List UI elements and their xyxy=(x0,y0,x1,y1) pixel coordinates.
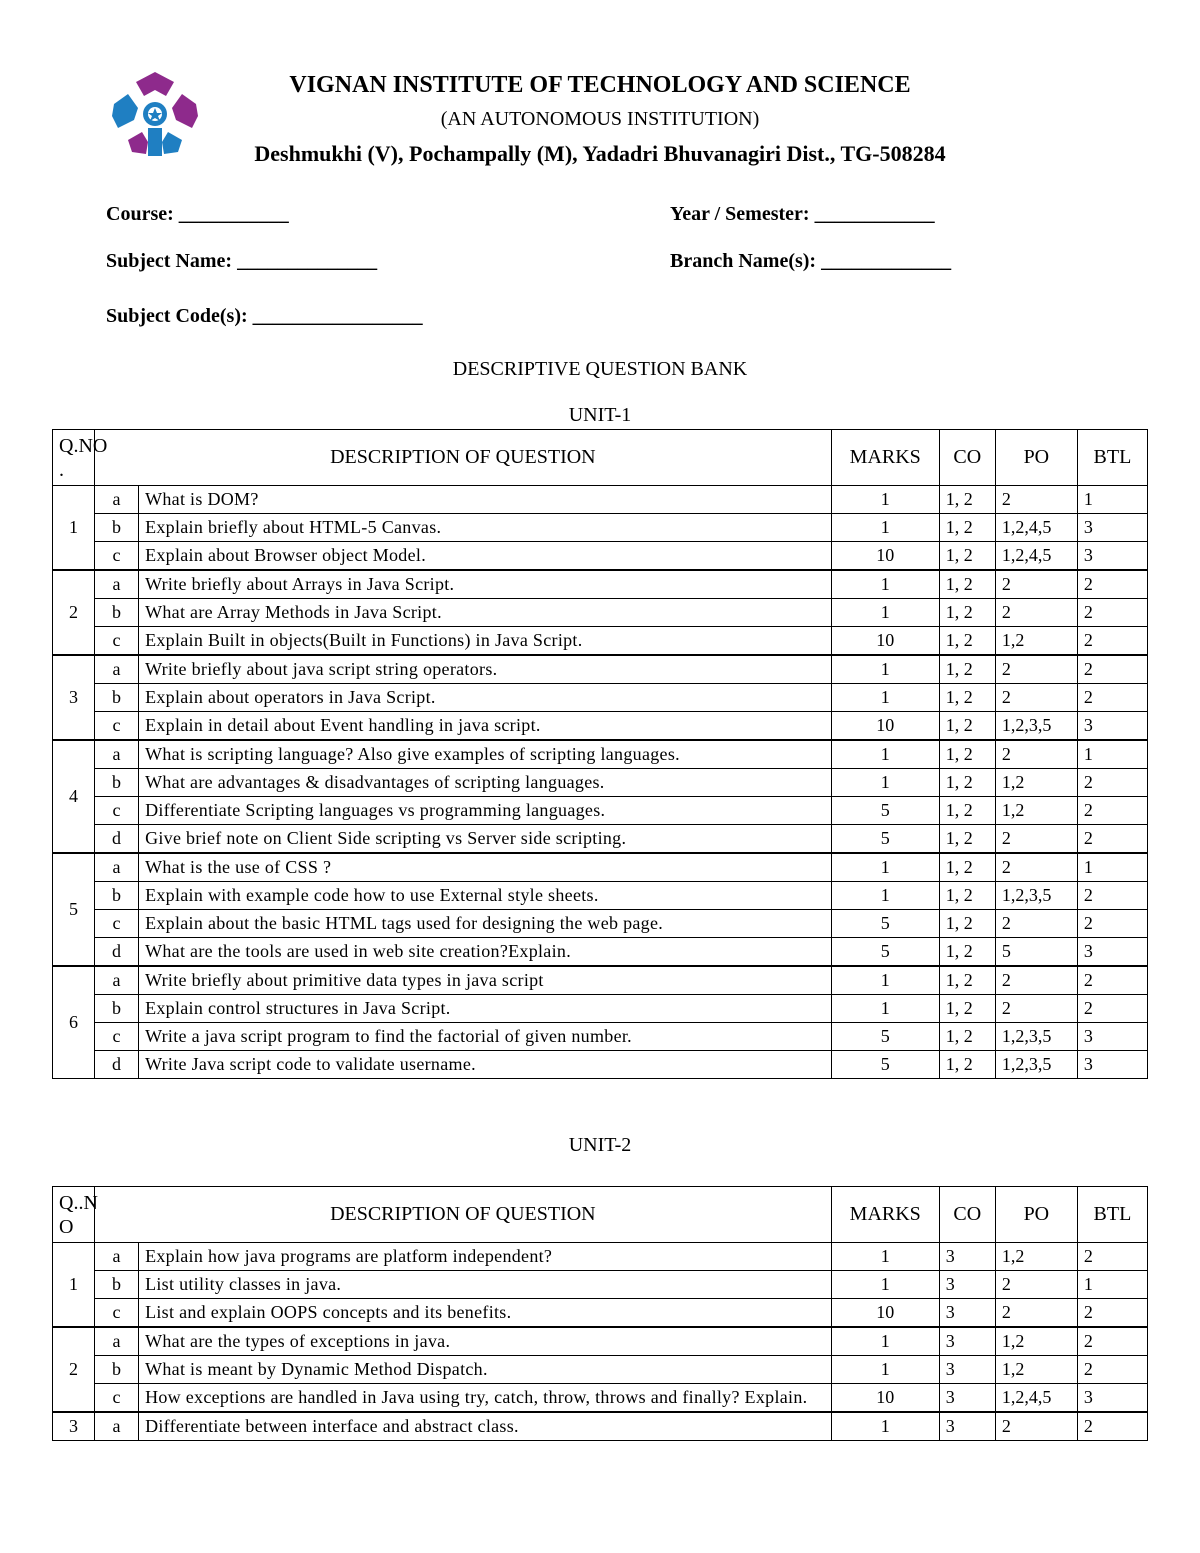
po-header: PO xyxy=(995,430,1077,486)
question-co: 1, 2 xyxy=(939,542,995,571)
question-row xyxy=(53,995,1148,1023)
question-btl: 1 xyxy=(1077,1271,1147,1299)
sub-question-letter: c xyxy=(95,627,139,656)
unit2-title: UNIT-2 xyxy=(568,1134,632,1156)
question-co: 1, 2 xyxy=(939,486,995,514)
question-row xyxy=(53,1299,1148,1328)
unit1-rows xyxy=(53,486,1148,1079)
question-marks: 1 xyxy=(831,740,939,769)
question-marks: 5 xyxy=(831,938,939,967)
question-po: 2 xyxy=(995,853,1077,882)
question-po: 2 xyxy=(995,910,1077,938)
question-co: 1, 2 xyxy=(939,910,995,938)
question-number: 3 xyxy=(53,1412,95,1441)
question-row xyxy=(53,514,1148,542)
question-co: 3 xyxy=(939,1327,995,1356)
unit1-table xyxy=(52,429,1148,1079)
question-row xyxy=(53,1412,1148,1441)
bank-title: DESCRIPTIVE QUESTION BANK xyxy=(452,358,748,380)
question-marks: 10 xyxy=(831,542,939,571)
question-description: How exceptions are handled in Java using try, catch, throw, throws and finally? Explain. xyxy=(139,1384,832,1413)
question-number: 5 xyxy=(53,853,95,966)
question-marks: 1 xyxy=(831,995,939,1023)
question-description: Write briefly about java script string operators. xyxy=(139,655,832,684)
sub-question-letter: b xyxy=(95,882,139,910)
question-po: 2 xyxy=(995,684,1077,712)
question-number: 1 xyxy=(53,486,95,571)
question-marks: 1 xyxy=(831,966,939,995)
question-row xyxy=(53,740,1148,769)
question-row xyxy=(53,910,1148,938)
question-marks: 1 xyxy=(831,570,939,599)
question-po: 2 xyxy=(995,740,1077,769)
question-btl: 2 xyxy=(1077,910,1147,938)
sub-question-letter: c xyxy=(95,712,139,741)
question-co: 1, 2 xyxy=(939,740,995,769)
question-description: List and explain OOPS concepts and its benefits. xyxy=(139,1299,832,1328)
sub-question-letter: c xyxy=(95,1023,139,1051)
question-po: 1,2 xyxy=(995,627,1077,656)
question-description: Differentiate Scripting languages vs programming languages. xyxy=(139,797,832,825)
question-marks: 1 xyxy=(831,769,939,797)
question-co: 1, 2 xyxy=(939,797,995,825)
question-marks: 1 xyxy=(831,1412,939,1441)
question-description: What is DOM? xyxy=(139,486,832,514)
sub-question-letter: a xyxy=(95,570,139,599)
question-co: 1, 2 xyxy=(939,712,995,741)
question-row xyxy=(53,627,1148,656)
question-marks: 1 xyxy=(831,599,939,627)
question-description: Explain control structures in Java Script. xyxy=(139,995,832,1023)
unit2-header-row xyxy=(53,1187,1148,1243)
sub-question-letter: b xyxy=(95,684,139,712)
question-btl: 2 xyxy=(1077,769,1147,797)
question-btl: 3 xyxy=(1077,1384,1147,1413)
question-row xyxy=(53,570,1148,599)
question-description: What are Array Methods in Java Script. xyxy=(139,599,832,627)
question-description: Write briefly about primitive data types in java script xyxy=(139,966,832,995)
question-btl: 3 xyxy=(1077,514,1147,542)
btl-header: BTL xyxy=(1077,430,1147,486)
co-header: CO xyxy=(939,1187,995,1243)
question-marks: 5 xyxy=(831,1023,939,1051)
question-description: What are the types of exceptions in java. xyxy=(139,1327,832,1356)
question-co: 1, 2 xyxy=(939,627,995,656)
question-po: 1,2,3,5 xyxy=(995,712,1077,741)
sub-question-letter: a xyxy=(95,1327,139,1356)
question-co: 3 xyxy=(939,1356,995,1384)
question-btl: 3 xyxy=(1077,542,1147,571)
sub-question-letter: c xyxy=(95,1299,139,1328)
question-description: Explain how java programs are platform independent? xyxy=(139,1243,832,1271)
question-marks: 5 xyxy=(831,910,939,938)
question-number: 6 xyxy=(53,966,95,1079)
sub-question-letter: a xyxy=(95,486,139,514)
question-description: Give brief note on Client Side scripting vs Server side scripting. xyxy=(139,825,832,854)
question-marks: 10 xyxy=(831,712,939,741)
question-po: 2 xyxy=(995,1271,1077,1299)
question-btl: 2 xyxy=(1077,1327,1147,1356)
question-po: 1,2,4,5 xyxy=(995,514,1077,542)
sub-question-letter: a xyxy=(95,966,139,995)
unit1-title: UNIT-1 xyxy=(568,404,632,426)
question-po: 1,2 xyxy=(995,1243,1077,1271)
subject-code-field: Subject Code(s): _________________ xyxy=(106,305,423,327)
question-btl: 2 xyxy=(1077,599,1147,627)
sub-question-letter: a xyxy=(95,740,139,769)
question-marks: 1 xyxy=(831,1243,939,1271)
sub-question-letter: d xyxy=(95,825,139,854)
question-marks: 1 xyxy=(831,1271,939,1299)
sub-question-letter: c xyxy=(95,797,139,825)
question-row xyxy=(53,1271,1148,1299)
question-btl: 2 xyxy=(1077,1356,1147,1384)
question-row xyxy=(53,599,1148,627)
question-marks: 1 xyxy=(831,655,939,684)
question-description: Explain briefly about HTML-5 Canvas. xyxy=(139,514,832,542)
question-row xyxy=(53,853,1148,882)
question-btl: 2 xyxy=(1077,1412,1147,1441)
institute-name: VIGNAN INSTITUTE OF TECHNOLOGY AND SCIENCE xyxy=(289,72,911,98)
question-row xyxy=(53,684,1148,712)
question-po: 1,2,4,5 xyxy=(995,542,1077,571)
question-btl: 1 xyxy=(1077,740,1147,769)
question-co: 3 xyxy=(939,1412,995,1441)
marks-header: MARKS xyxy=(831,430,939,486)
unit2-table xyxy=(52,1186,1148,1441)
question-marks: 10 xyxy=(831,627,939,656)
question-marks: 10 xyxy=(831,1299,939,1328)
question-co: 1, 2 xyxy=(939,570,995,599)
question-btl: 1 xyxy=(1077,853,1147,882)
question-btl: 2 xyxy=(1077,995,1147,1023)
question-btl: 3 xyxy=(1077,1051,1147,1079)
question-po: 2 xyxy=(995,995,1077,1023)
question-co: 1, 2 xyxy=(939,1051,995,1079)
question-co: 1, 2 xyxy=(939,514,995,542)
question-btl: 2 xyxy=(1077,655,1147,684)
btl-header: BTL xyxy=(1077,1187,1147,1243)
question-btl: 1 xyxy=(1077,486,1147,514)
question-marks: 5 xyxy=(831,825,939,854)
question-row xyxy=(53,1051,1148,1079)
question-description: What is the use of CSS ? xyxy=(139,853,832,882)
sub-question-letter: b xyxy=(95,995,139,1023)
question-marks: 1 xyxy=(831,486,939,514)
description-header: DESCRIPTION OF QUESTION xyxy=(95,430,832,486)
sub-question-letter: b xyxy=(95,599,139,627)
question-co: 3 xyxy=(939,1243,995,1271)
question-co: 1, 2 xyxy=(939,655,995,684)
question-number: 2 xyxy=(53,1327,95,1412)
question-row xyxy=(53,712,1148,741)
question-number: 3 xyxy=(53,655,95,740)
course-field: Course: ___________ xyxy=(106,203,289,225)
question-description: Write briefly about Arrays in Java Script. xyxy=(139,570,832,599)
question-row xyxy=(53,938,1148,967)
question-marks: 10 xyxy=(831,1384,939,1413)
question-row xyxy=(53,1327,1148,1356)
question-po: 1,2,3,5 xyxy=(995,1051,1077,1079)
sub-question-letter: c xyxy=(95,910,139,938)
sub-question-letter: b xyxy=(95,769,139,797)
sub-question-letter: a xyxy=(95,853,139,882)
question-row xyxy=(53,655,1148,684)
question-marks: 5 xyxy=(831,797,939,825)
sub-question-letter: b xyxy=(95,1356,139,1384)
question-row xyxy=(53,1384,1148,1413)
question-co: 1, 2 xyxy=(939,769,995,797)
question-po: 2 xyxy=(995,966,1077,995)
question-po: 1,2 xyxy=(995,1327,1077,1356)
branch-name-field: Branch Name(s): _____________ xyxy=(670,250,952,272)
question-row xyxy=(53,825,1148,854)
sub-question-letter: b xyxy=(95,1271,139,1299)
question-co: 1, 2 xyxy=(939,599,995,627)
question-co: 3 xyxy=(939,1384,995,1413)
question-btl: 2 xyxy=(1077,882,1147,910)
question-description: What is scripting language? Also give examples of scripting languages. xyxy=(139,740,832,769)
co-header: CO xyxy=(939,430,995,486)
question-description: Explain about operators in Java Script. xyxy=(139,684,832,712)
question-po: 1,2 xyxy=(995,769,1077,797)
question-po: 1,2 xyxy=(995,1356,1077,1384)
question-co: 1, 2 xyxy=(939,684,995,712)
question-po: 2 xyxy=(995,599,1077,627)
sub-question-letter: a xyxy=(95,1243,139,1271)
po-header: PO xyxy=(995,1187,1077,1243)
question-description: What are the tools are used in web site creation?Explain. xyxy=(139,938,832,967)
question-co: 1, 2 xyxy=(939,966,995,995)
question-row xyxy=(53,542,1148,571)
question-po: 2 xyxy=(995,1412,1077,1441)
question-co: 1, 2 xyxy=(939,938,995,967)
sub-question-letter: c xyxy=(95,542,139,571)
question-co: 3 xyxy=(939,1271,995,1299)
question-co: 1, 2 xyxy=(939,853,995,882)
question-btl: 3 xyxy=(1077,938,1147,967)
question-btl: 2 xyxy=(1077,797,1147,825)
question-btl: 2 xyxy=(1077,1299,1147,1328)
sub-question-letter: d xyxy=(95,1051,139,1079)
institute-address: Deshmukhi (V), Pochampally (M), Yadadri Bhuvanagiri Dist., TG-508284 xyxy=(254,141,946,166)
question-row xyxy=(53,769,1148,797)
question-btl: 3 xyxy=(1077,712,1147,741)
question-marks: 1 xyxy=(831,882,939,910)
question-marks: 5 xyxy=(831,1051,939,1079)
subject-name-field: Subject Name: ______________ xyxy=(106,250,378,272)
marks-header: MARKS xyxy=(831,1187,939,1243)
question-description: Explain Built in objects(Built in Functions) in Java Script. xyxy=(139,627,832,656)
question-number: 2 xyxy=(53,570,95,655)
question-btl: 2 xyxy=(1077,825,1147,854)
question-po: 1,2,3,5 xyxy=(995,1023,1077,1051)
question-co: 1, 2 xyxy=(939,995,995,1023)
qno-header: Q..N O xyxy=(53,1187,95,1243)
question-po: 2 xyxy=(995,486,1077,514)
question-po: 2 xyxy=(995,655,1077,684)
sub-question-letter: d xyxy=(95,938,139,967)
question-po: 2 xyxy=(995,825,1077,854)
question-btl: 2 xyxy=(1077,570,1147,599)
question-btl: 2 xyxy=(1077,1243,1147,1271)
sub-question-letter: c xyxy=(95,1384,139,1413)
question-description: What is meant by Dynamic Method Dispatch. xyxy=(139,1356,832,1384)
question-row xyxy=(53,486,1148,514)
unit1-header-row xyxy=(53,430,1148,486)
question-marks: 1 xyxy=(831,1327,939,1356)
question-description: List utility classes in java. xyxy=(139,1271,832,1299)
question-btl: 3 xyxy=(1077,1023,1147,1051)
question-description: Explain about the basic HTML tags used for designing the web page. xyxy=(139,910,832,938)
description-header: DESCRIPTION OF QUESTION xyxy=(95,1187,832,1243)
question-marks: 1 xyxy=(831,853,939,882)
question-description: Write Java script code to validate username. xyxy=(139,1051,832,1079)
question-number: 1 xyxy=(53,1243,95,1328)
qno-header: Q.NO . xyxy=(53,430,95,486)
year-semester-field: Year / Semester: ____________ xyxy=(670,203,935,225)
sub-question-letter: a xyxy=(95,655,139,684)
question-btl: 2 xyxy=(1077,627,1147,656)
sub-question-letter: b xyxy=(95,514,139,542)
question-po: 2 xyxy=(995,1299,1077,1328)
question-marks: 1 xyxy=(831,1356,939,1384)
sub-question-letter: a xyxy=(95,1412,139,1441)
question-description: What are advantages & disadvantages of scripting languages. xyxy=(139,769,832,797)
question-description: Explain with example code how to use External style sheets. xyxy=(139,882,832,910)
question-row xyxy=(53,966,1148,995)
question-description: Explain in detail about Event handling in java script. xyxy=(139,712,832,741)
question-row xyxy=(53,797,1148,825)
question-row xyxy=(53,882,1148,910)
question-po: 5 xyxy=(995,938,1077,967)
question-co: 1, 2 xyxy=(939,1023,995,1051)
question-co: 3 xyxy=(939,1299,995,1328)
question-po: 1,2 xyxy=(995,797,1077,825)
question-btl: 2 xyxy=(1077,966,1147,995)
question-number: 4 xyxy=(53,740,95,853)
question-description: Explain about Browser object Model. xyxy=(139,542,832,571)
question-co: 1, 2 xyxy=(939,882,995,910)
question-marks: 1 xyxy=(831,684,939,712)
question-row xyxy=(53,1023,1148,1051)
question-description: Differentiate between interface and abstract class. xyxy=(139,1412,832,1441)
question-marks: 1 xyxy=(831,514,939,542)
institute-status: (AN AUTONOMOUS INSTITUTION) xyxy=(440,108,760,130)
question-btl: 2 xyxy=(1077,684,1147,712)
question-po: 1,2,3,5 xyxy=(995,882,1077,910)
unit2-rows xyxy=(53,1243,1148,1441)
question-po: 1,2,4,5 xyxy=(995,1384,1077,1413)
question-co: 1, 2 xyxy=(939,825,995,854)
question-description: Write a java script program to find the factorial of given number. xyxy=(139,1023,832,1051)
question-row xyxy=(53,1356,1148,1384)
question-po: 2 xyxy=(995,570,1077,599)
question-row xyxy=(53,1243,1148,1271)
